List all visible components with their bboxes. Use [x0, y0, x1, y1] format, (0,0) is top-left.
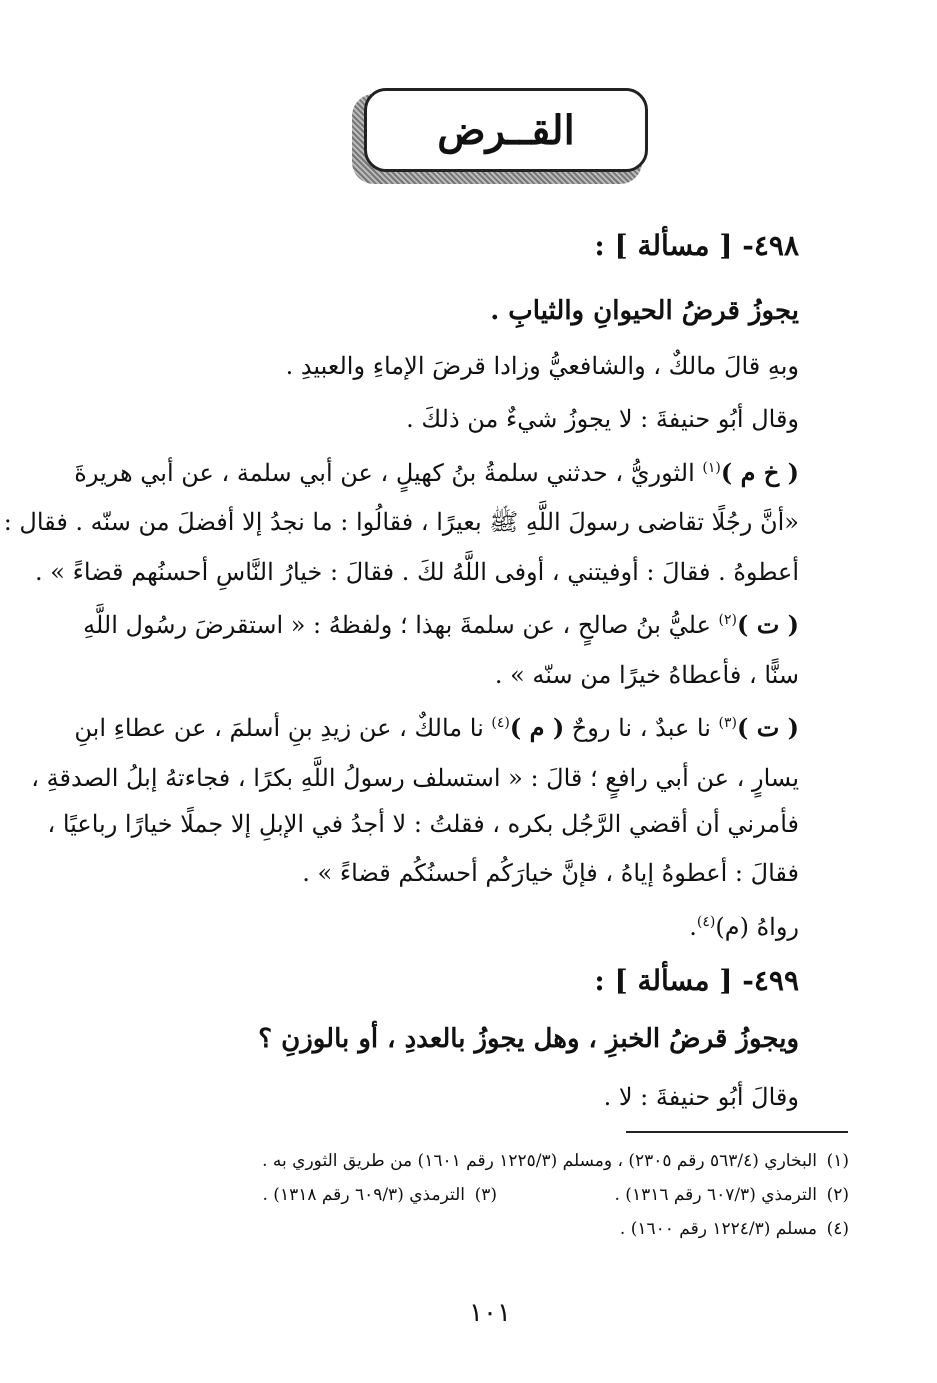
issue-ruling: يجوزُ قرضُ الحيوانِ والثيابِ .	[490, 296, 799, 326]
footnote	[262, 1185, 497, 1205]
footnote-number: (٢)	[826, 1185, 849, 1205]
hadith-line: يسارٍ ، عن أبي رافعٍ ؛ قالَ : « استسلف رسولُ اللَّهِ بكرًا ، فجاءتهُ إبلُ الصدقةِ ،	[31, 764, 799, 792]
text-line: وقالَ أبُو حنيفةَ : لا .	[603, 1083, 799, 1111]
narration-text: رواهُ (م)	[715, 913, 799, 941]
narration-line	[689, 915, 799, 939]
footnote-separator	[626, 1131, 848, 1133]
narration-end: .	[689, 913, 697, 941]
hadith-source-marker: ( م )	[509, 713, 565, 742]
hadith-source-marker: ( خ م )	[720, 458, 799, 487]
footnote	[620, 1219, 849, 1239]
text-line: وقال أبُو حنيفةَ : لا يجوزُ شيءٌ من ذلكَ .	[406, 405, 799, 433]
hadith-text: عليُّ بنُ صالحٍ ، عن سلمةَ بهذا ؛ ولفظهُ : « استقرضَ رسُول اللَّهِ	[83, 611, 719, 639]
text-line: وبهِ قالَ مالكٌ ، والشافعيُّ وزادا قرضَ الإماءِ والعبيدِ .	[285, 352, 799, 380]
footnote-ref: (٢)	[718, 612, 737, 628]
hadith-line: فقالَ : أعطوهُ إياهُ ، فإنَّ خيارَكُم أحسنُكُم قضاءً » .	[302, 859, 799, 887]
footnote-ref: (٤)	[696, 914, 716, 930]
hadith-text: نا مالكٌ ، عن زيدِ بنِ أسلمَ ، عن عطاءِ ابنِ	[74, 714, 492, 742]
footnote-number: (١)	[826, 1151, 849, 1171]
footnote	[262, 1151, 849, 1171]
issue-ruling: ويجوزُ قرضُ الخبزِ ، وهل يجوزُ بالعددِ ، أو بالوزنِ ؟	[258, 1024, 799, 1054]
footnote	[614, 1185, 849, 1205]
footnote-ref: (٤)	[491, 715, 510, 731]
chapter-title-frame	[352, 88, 656, 186]
title-frame-border	[364, 88, 648, 172]
hadith-source-marker: ( ت )	[736, 713, 799, 742]
footnote-number: (٣)	[474, 1185, 497, 1205]
hadith-line: «أنَّ رجُلًا تقاضى رسولَ اللَّهِ ﷺ بعيرًا ، فقالُوا : ما نجدُ إلا أفضلَ من سنّه . فقال :	[3, 508, 799, 536]
hadith-line	[74, 713, 799, 742]
hadith-line: أعطوهُ . فقالَ : أوفيتني ، أوفى اللَّهُ لكَ . فقالَ : خيارُ النَّاسِ أحسنُهم قضاءً » .	[35, 558, 799, 586]
hadith-source-marker: ( ت )	[736, 610, 799, 639]
footnote-text: البخاري (٥٦٣/٤ رقم ٢٣٠٥) ، ومسلم (١٢٢٥/٣ رقم ١٦٠١) من طريق الثوري به .	[262, 1151, 817, 1171]
footnote-number: (٤)	[826, 1219, 849, 1239]
hadith-text: نا عبدٌ ، نا روحٌ	[564, 714, 719, 742]
hadith-line: سنًّا ، فأعطاهُ خيرًا من سنّه » .	[494, 661, 799, 689]
footnote-text: الترمذي (٦٠٩/٣ رقم ١٣١٨) .	[262, 1185, 465, 1205]
issue-heading: ٤٩٩- [ مسألة ] :	[594, 964, 799, 997]
footnote-ref: (١)	[702, 460, 721, 476]
hadith-text: الثوريُّ ، حدثني سلمةُ بنُ كهيلٍ ، عن أبي سلمة ، عن أبي هريرةَ	[74, 459, 703, 487]
hadith-line	[74, 458, 799, 487]
hadith-line: فأمرني أن أقضي الرَّجُل بكره ، فقلتُ : لا أجدُ في الإبلِ إلا جملًا خيارًا رباعيًا ،	[47, 810, 799, 838]
footnote-text: مسلم (١٢٢٤/٣ رقم ١٦٠٠) .	[619, 1219, 817, 1239]
footnote-text: الترمذي (٦٠٧/٣ رقم ١٣١٦) .	[614, 1185, 817, 1205]
hadith-line	[83, 610, 799, 639]
issue-heading: ٤٩٨- [ مسألة ] :	[594, 229, 799, 262]
footnote-ref: (٣)	[718, 715, 737, 731]
chapter-title: القــرض	[437, 106, 575, 154]
page-number: ١٠١	[469, 1298, 511, 1328]
